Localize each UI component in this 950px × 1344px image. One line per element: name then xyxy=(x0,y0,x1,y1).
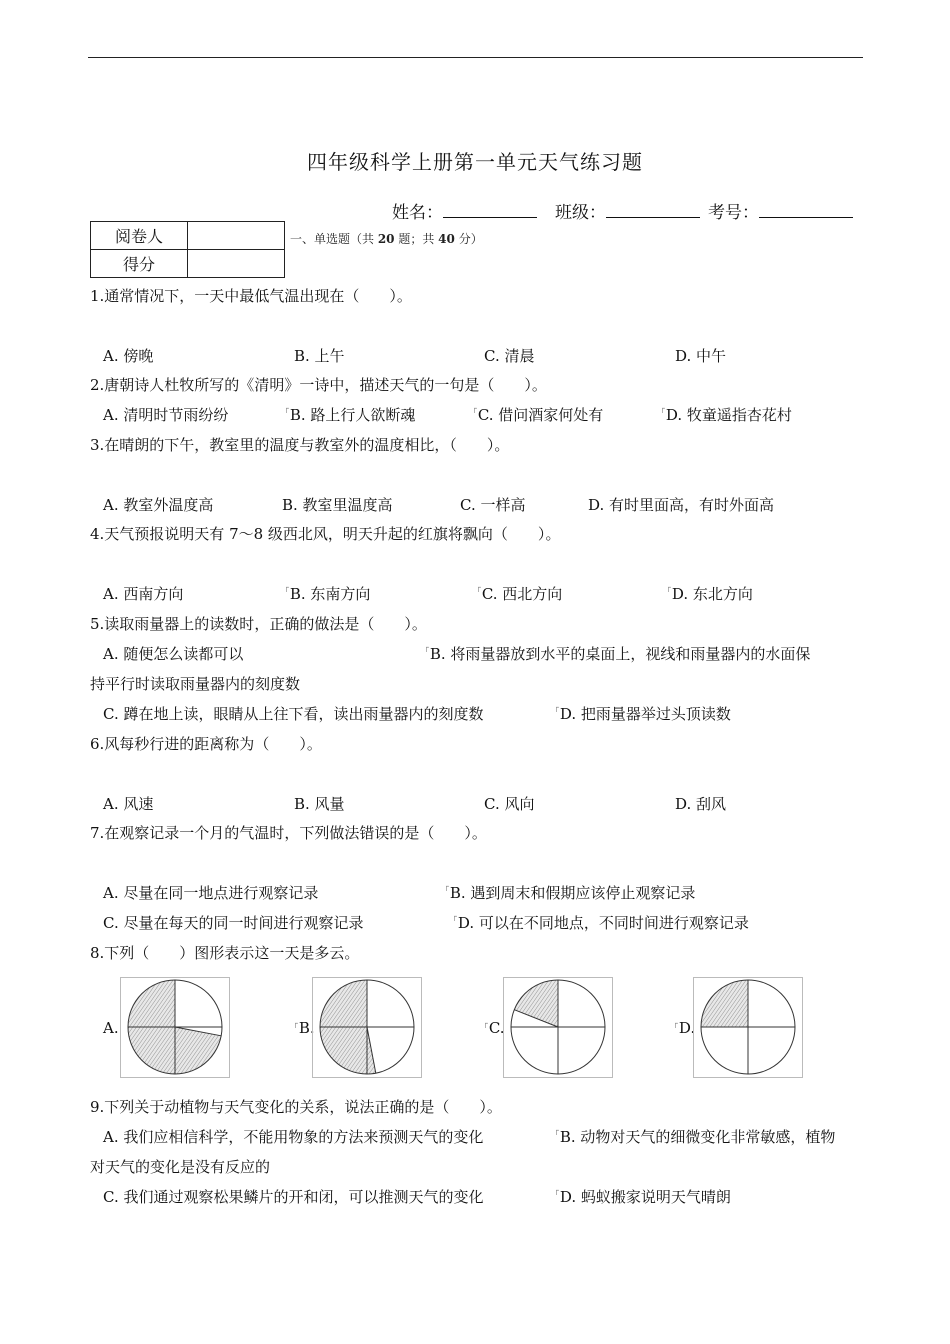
grader-label: 阅卷人 xyxy=(91,222,188,250)
question-stem: 6.风每秒行进的距离称为（ ）。 xyxy=(90,735,322,753)
option-b[interactable]: ┌B. 遇到周末和假期应该停止观察记录 xyxy=(444,882,696,902)
marker-glyph: ┌ xyxy=(483,1019,488,1028)
option-d[interactable]: ┌D. 可以在不同地点，不同时间进行观察记录 xyxy=(452,912,749,932)
question-stem: 3.在晴朗的下午，教室里的温度与教室外的温度相比，（ ）。 xyxy=(90,436,510,454)
marker-glyph: ┌ xyxy=(666,583,671,592)
option-b[interactable]: ┌B. 将雨量器放到水平的桌面上，视线和雨量器内的水面保 xyxy=(424,643,811,663)
option-b[interactable]: ┌B. 动物对天气的细微变化非常敏感，植物 xyxy=(554,1126,836,1146)
option-a[interactable]: A. 我们应相信科学，不能用物象的方法来预测天气的变化 xyxy=(103,1128,484,1146)
score-table xyxy=(90,221,285,278)
option-d[interactable]: D. 中午 xyxy=(675,347,727,365)
grader-cell[interactable] xyxy=(188,222,285,250)
option-c[interactable]: C. 清晨 xyxy=(484,347,535,365)
name-field xyxy=(392,198,537,223)
option-b[interactable]: ┌B. xyxy=(293,1019,315,1037)
option-a[interactable]: A. 随便怎么读都可以 xyxy=(103,645,244,663)
option-d[interactable]: D. 有时里面高，有时外面高 xyxy=(588,496,775,514)
exam-no-field xyxy=(708,198,853,223)
class-blank[interactable] xyxy=(606,199,700,218)
option-d[interactable]: ┌D. 东北方向 xyxy=(666,583,753,603)
top-rule xyxy=(88,57,863,58)
option-d[interactable]: ┌D. 牧童遥指杏花村 xyxy=(660,404,792,424)
option-a[interactable]: A. 西南方向 xyxy=(103,585,184,603)
name-label: 姓名： xyxy=(392,203,443,223)
option-d[interactable]: ┌D. 把雨量器举过头顶读数 xyxy=(554,703,731,723)
exam-no-label: 考号： xyxy=(708,203,759,223)
marker-glyph: ┌ xyxy=(424,643,429,652)
cloud-chart-b-svg xyxy=(312,977,422,1078)
marker-glyph: ┌ xyxy=(673,1019,678,1028)
class-field xyxy=(555,198,700,223)
option-c[interactable]: ┌C. xyxy=(483,1019,505,1037)
page-title: 四年级科学上册第一单元天气练习题 xyxy=(307,150,643,174)
option-a[interactable]: A. 尽量在同一地点进行观察记录 xyxy=(103,884,319,902)
question-stem: 7.在观察记录一个月的气温时，下列做法错误的是（ ）。 xyxy=(90,824,487,842)
cloud-chart-d[interactable] xyxy=(693,977,803,1078)
option-b[interactable]: B. 教室里温度高 xyxy=(282,496,393,514)
option-c[interactable]: C. 一样高 xyxy=(460,496,526,514)
cloud-chart-a-svg xyxy=(120,977,230,1078)
option-c[interactable]: C. 我们通过观察松果鳞片的开和闭，可以推测天气的变化 xyxy=(103,1188,484,1206)
exam-no-blank[interactable] xyxy=(759,199,853,218)
marker-glyph: ┌ xyxy=(452,912,457,921)
question-stem: 9.下列关于动植物与天气变化的关系，说法正确的是（ ）。 xyxy=(90,1098,502,1116)
option-b-continued: 对天气的变化是没有反应的 xyxy=(90,1158,271,1176)
option-b[interactable]: ┌B. 路上行人欲断魂 xyxy=(284,404,416,424)
option-c[interactable]: C. 风向 xyxy=(484,795,535,813)
option-d[interactable]: ┌D. 蚂蚁搬家说明天气晴朗 xyxy=(554,1186,731,1206)
question-stem: 2.唐朝诗人杜牧所写的《清明》一诗中，描述天气的一句是（ ）。 xyxy=(90,376,547,394)
option-c[interactable]: C. 尽量在每天的同一时间进行观察记录 xyxy=(103,914,364,932)
option-c[interactable]: C. 蹲在地上读，眼睛从上往下看，读出雨量器内的刻度数 xyxy=(103,705,484,723)
question-stem: 5.读取雨量器上的读数时，正确的做法是（ ）。 xyxy=(90,615,427,633)
cloud-sector xyxy=(701,980,748,1027)
option-b[interactable]: B. 风量 xyxy=(294,795,345,813)
marker-glyph: ┌ xyxy=(554,703,559,712)
marker-glyph: ┌ xyxy=(472,404,477,413)
option-c[interactable]: ┌C. 西北方向 xyxy=(476,583,563,603)
option-d[interactable]: D. 刮风 xyxy=(675,795,727,813)
score-label: 得分 xyxy=(91,250,188,278)
cloud-chart-d-svg xyxy=(693,977,803,1078)
option-a[interactable]: A. 清明时节雨纷纷 xyxy=(103,406,229,424)
marker-glyph: ┌ xyxy=(554,1186,559,1195)
option-a[interactable]: A. 教室外温度高 xyxy=(103,496,214,514)
class-label: 班级： xyxy=(555,203,606,223)
marker-glyph: ┌ xyxy=(476,583,481,592)
option-c[interactable]: ┌C. 借问酒家何处有 xyxy=(472,404,604,424)
marker-glyph: ┌ xyxy=(554,1126,559,1135)
name-blank[interactable] xyxy=(443,199,537,218)
cloud-sector xyxy=(514,980,558,1027)
option-b-continued: 持平行时读取雨量器内的刻度数 xyxy=(90,675,301,693)
option-b[interactable]: ┌B. 东南方向 xyxy=(284,583,371,603)
section-heading: 一、单选题（共 20 题；共 40 分） xyxy=(290,232,483,246)
marker-glyph: ┌ xyxy=(284,583,289,592)
marker-glyph: ┌ xyxy=(660,404,665,413)
option-a[interactable]: A. 风速 xyxy=(103,795,154,813)
option-a[interactable]: A. 傍晚 xyxy=(103,347,154,365)
marker-glyph: ┌ xyxy=(444,882,449,891)
marker-glyph: ┌ xyxy=(284,404,289,413)
marker-glyph: ┌ xyxy=(293,1019,298,1028)
cloud-chart-c-svg xyxy=(503,977,613,1078)
cloud-chart-b[interactable] xyxy=(312,977,422,1078)
score-cell[interactable] xyxy=(188,250,285,278)
option-b[interactable]: B. 上午 xyxy=(294,347,345,365)
question-stem: 8.下列（ ）图形表示这一天是多云。 xyxy=(90,944,360,962)
question-stem: 4.天气预报说明天有 7～8 级西北风，明天升起的红旗将飘向（ ）。 xyxy=(90,525,561,543)
cloud-chart-a[interactable] xyxy=(120,977,230,1078)
option-d[interactable]: ┌D. xyxy=(673,1019,696,1037)
option-a[interactable]: A. xyxy=(103,1019,119,1037)
question-stem: 1.通常情况下，一天中最低气温出现在（ ）。 xyxy=(90,287,412,305)
cloud-chart-c[interactable] xyxy=(503,977,613,1078)
